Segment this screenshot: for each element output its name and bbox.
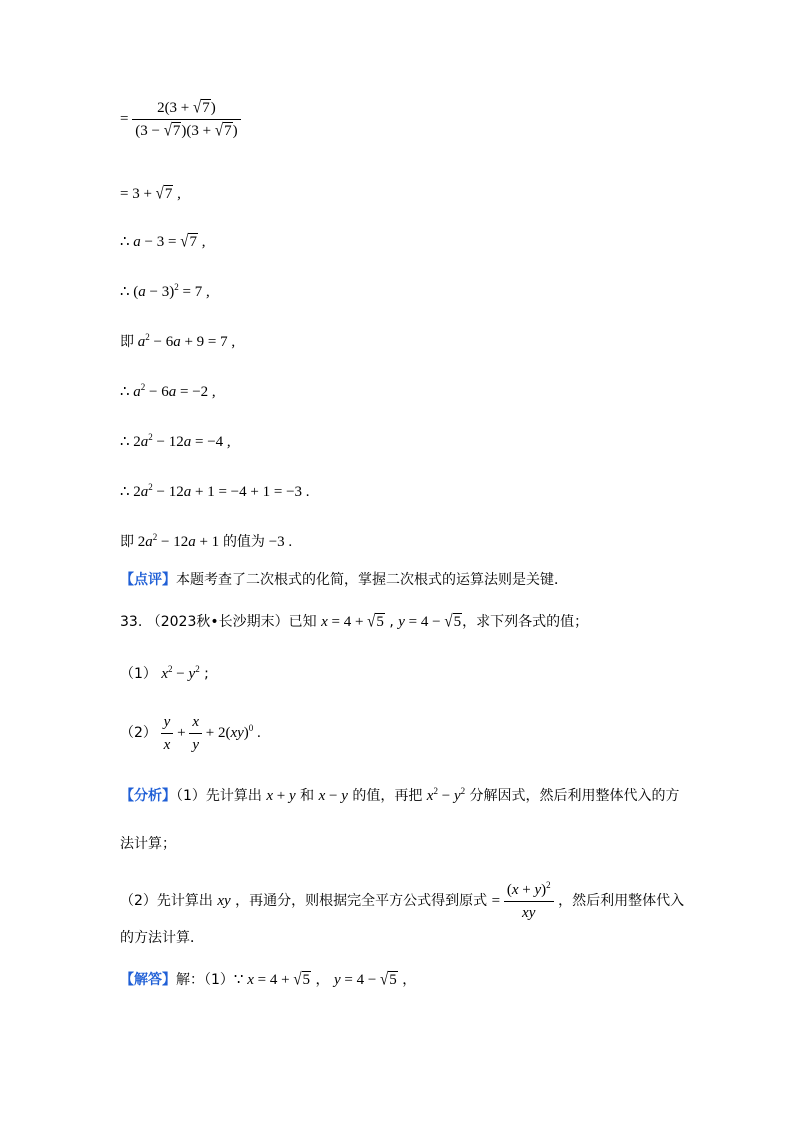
problem-stem-prefix: 已知: [288, 614, 317, 630]
part1: （1） $x^2 - y^2$ ;: [120, 664, 209, 682]
analysis-line3: [120, 880, 684, 923]
analysis-line2: 法计算；: [120, 836, 176, 852]
step-simplify: ∴ $a^2 - 6a = -2$ ,: [120, 382, 216, 400]
problem-stem: 33. （2023秋•长沙期末）已知 x = 4 + √5 , y = 4 − √5，求下列各式的值；: [120, 612, 589, 632]
comment-label: 【点评】: [120, 572, 176, 588]
problem-stem-suffix: ，求下列各式的值；: [462, 614, 589, 630]
step-conclusion: 即 $2a^2 - 12a + 1$ 的值为 −3 .: [120, 532, 293, 550]
comment: [120, 570, 568, 590]
analysis-line3-b: ，然后利用整体代入: [558, 892, 685, 909]
problem-source: （2023秋•长沙期末）: [146, 614, 289, 630]
analysis-line3-a: （2）先计算出 xy ，再通分，则根据完全平方公式得到原式: [120, 892, 488, 909]
step-square: ∴ $(a - 3)^2 = 7$ ,: [120, 282, 210, 300]
analysis-line4: 的方法计算．: [120, 930, 204, 946]
comment-text: 本题考查了二次根式的化简，掌握二次根式的运算法则是关键．: [176, 572, 568, 588]
part2-label: （2）: [120, 724, 157, 741]
step-double: ∴ $2a^2 - 12a = -4$ ,: [120, 432, 231, 450]
analysis-line1: 【分析】（1）先计算出 x + y 和 x − y 的值，再把 $x^2 - y^2$ 分解因式，然后利用整体代入的方: [120, 786, 680, 804]
step-a-minus-3: ∴ a − 3 = √7 ,: [120, 232, 206, 252]
problem-number: 33.: [120, 614, 143, 630]
step-final: ∴ $2a^2 - 12a + 1 = -4 + 1 = -3$ .: [120, 482, 310, 500]
analysis-line3-frac: = $\frac{(x + y)^2}{xy}$: [492, 893, 554, 909]
answer-line: 【解答】解：（1）∵ x = 4 + √5 ， y = 4 − √5 ，: [120, 970, 417, 990]
step-expand: 即 $a^2 - 6a + 9 = 7$ ,: [120, 332, 236, 350]
part1-label: （1）: [120, 666, 157, 682]
analysis-label: 【分析】: [120, 788, 176, 804]
step-fraction: = $\frac{2(3 + √7)}{(3 - √7)(3 + √7)}$: [120, 98, 241, 141]
part2: （2） $\frac{y}{x}$ + $\frac{x}{y}$ + 2(xy)$^0$ .: [120, 714, 261, 753]
answer-label: 【解答】: [120, 972, 176, 988]
step-equals: = 3 + √7 ,: [120, 184, 181, 204]
